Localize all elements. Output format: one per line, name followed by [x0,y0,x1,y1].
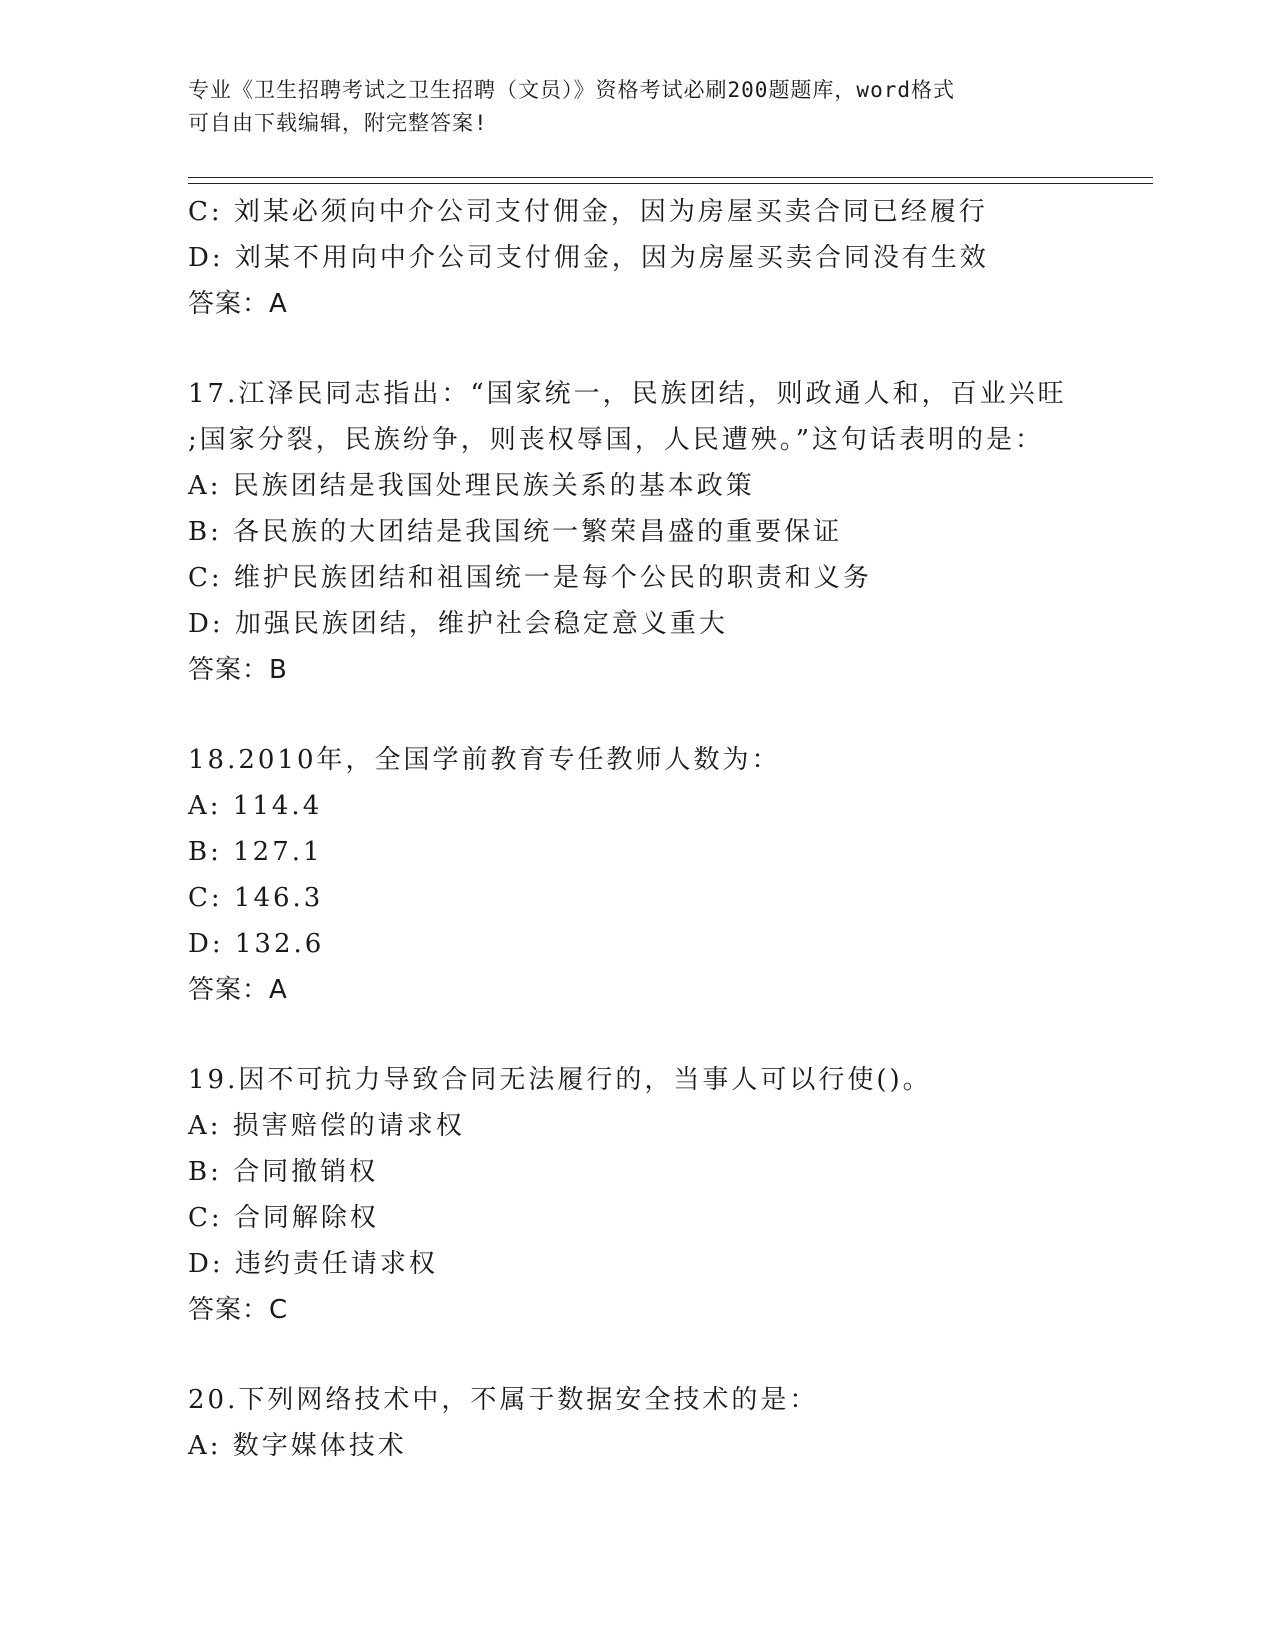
question-list [188,189,1088,1469]
header-line-2: 可自由下载编辑，附完整答案! [188,111,488,135]
answer-line: 答案：B [188,655,288,685]
option-b: B: 127.1 [188,837,323,867]
document-header [188,74,1088,140]
question-17 [188,371,1088,693]
option-d: D: 刘某不用向中介公司支付佣金，因为房屋买卖合同没有生效 [188,243,989,273]
spacer [188,1333,1088,1377]
answer-line: 答案：C [188,1295,289,1325]
header-divider-top [188,177,1153,178]
question-stem: 17.江泽民同志指出：“国家统一，民族团结，则政通人和，百业兴旺 [188,379,1067,409]
option-b: B: 各民族的大团结是我国统一繁荣昌盛的重要保证 [188,517,843,547]
header-divider-bottom [188,183,1153,184]
header-line-1: 专业《卫生招聘考试之卫生招聘（文员）》资格考试必刷200题题库，word格式 [188,78,955,102]
question-16-continued [188,189,1088,327]
option-d: D: 132.6 [188,929,325,959]
option-d: D: 违约责任请求权 [188,1249,438,1279]
option-a: A: 114.4 [188,791,323,821]
question-stem: 20.下列网络技术中，不属于数据安全技术的是： [188,1385,819,1415]
question-stem: 19.因不可抗力导致合同无法履行的，当事人可以行使()。 [188,1065,932,1095]
answer-line: 答案：A [188,289,288,319]
question-20 [188,1377,1088,1469]
option-a: A: 民族团结是我国处理民族关系的基本政策 [188,471,755,501]
spacer [188,327,1088,371]
question-18 [188,737,1088,1013]
spacer [188,693,1088,737]
option-b: B: 合同撤销权 [188,1157,379,1187]
spacer [188,1013,1088,1057]
option-c: C: 合同解除权 [188,1203,379,1233]
option-c: C: 刘某必须向中介公司支付佣金，因为房屋买卖合同已经履行 [188,197,988,227]
option-a: A: 数字媒体技术 [188,1431,407,1461]
option-a: A: 损害赔偿的请求权 [188,1111,465,1141]
question-19 [188,1057,1088,1333]
question-stem: ;国家分裂，民族纷争，则丧权辱国，人民遭殃。”这句话表明的是： [188,425,1045,455]
answer-line: 答案：A [188,975,288,1005]
option-c: C: 维护民族团结和祖国统一是每个公民的职责和义务 [188,563,872,593]
question-stem: 18.2010年，全国学前教育专任教师人数为： [188,745,781,775]
option-c: C: 146.3 [188,883,324,913]
option-d: D: 加强民族团结，维护社会稳定意义重大 [188,609,728,639]
